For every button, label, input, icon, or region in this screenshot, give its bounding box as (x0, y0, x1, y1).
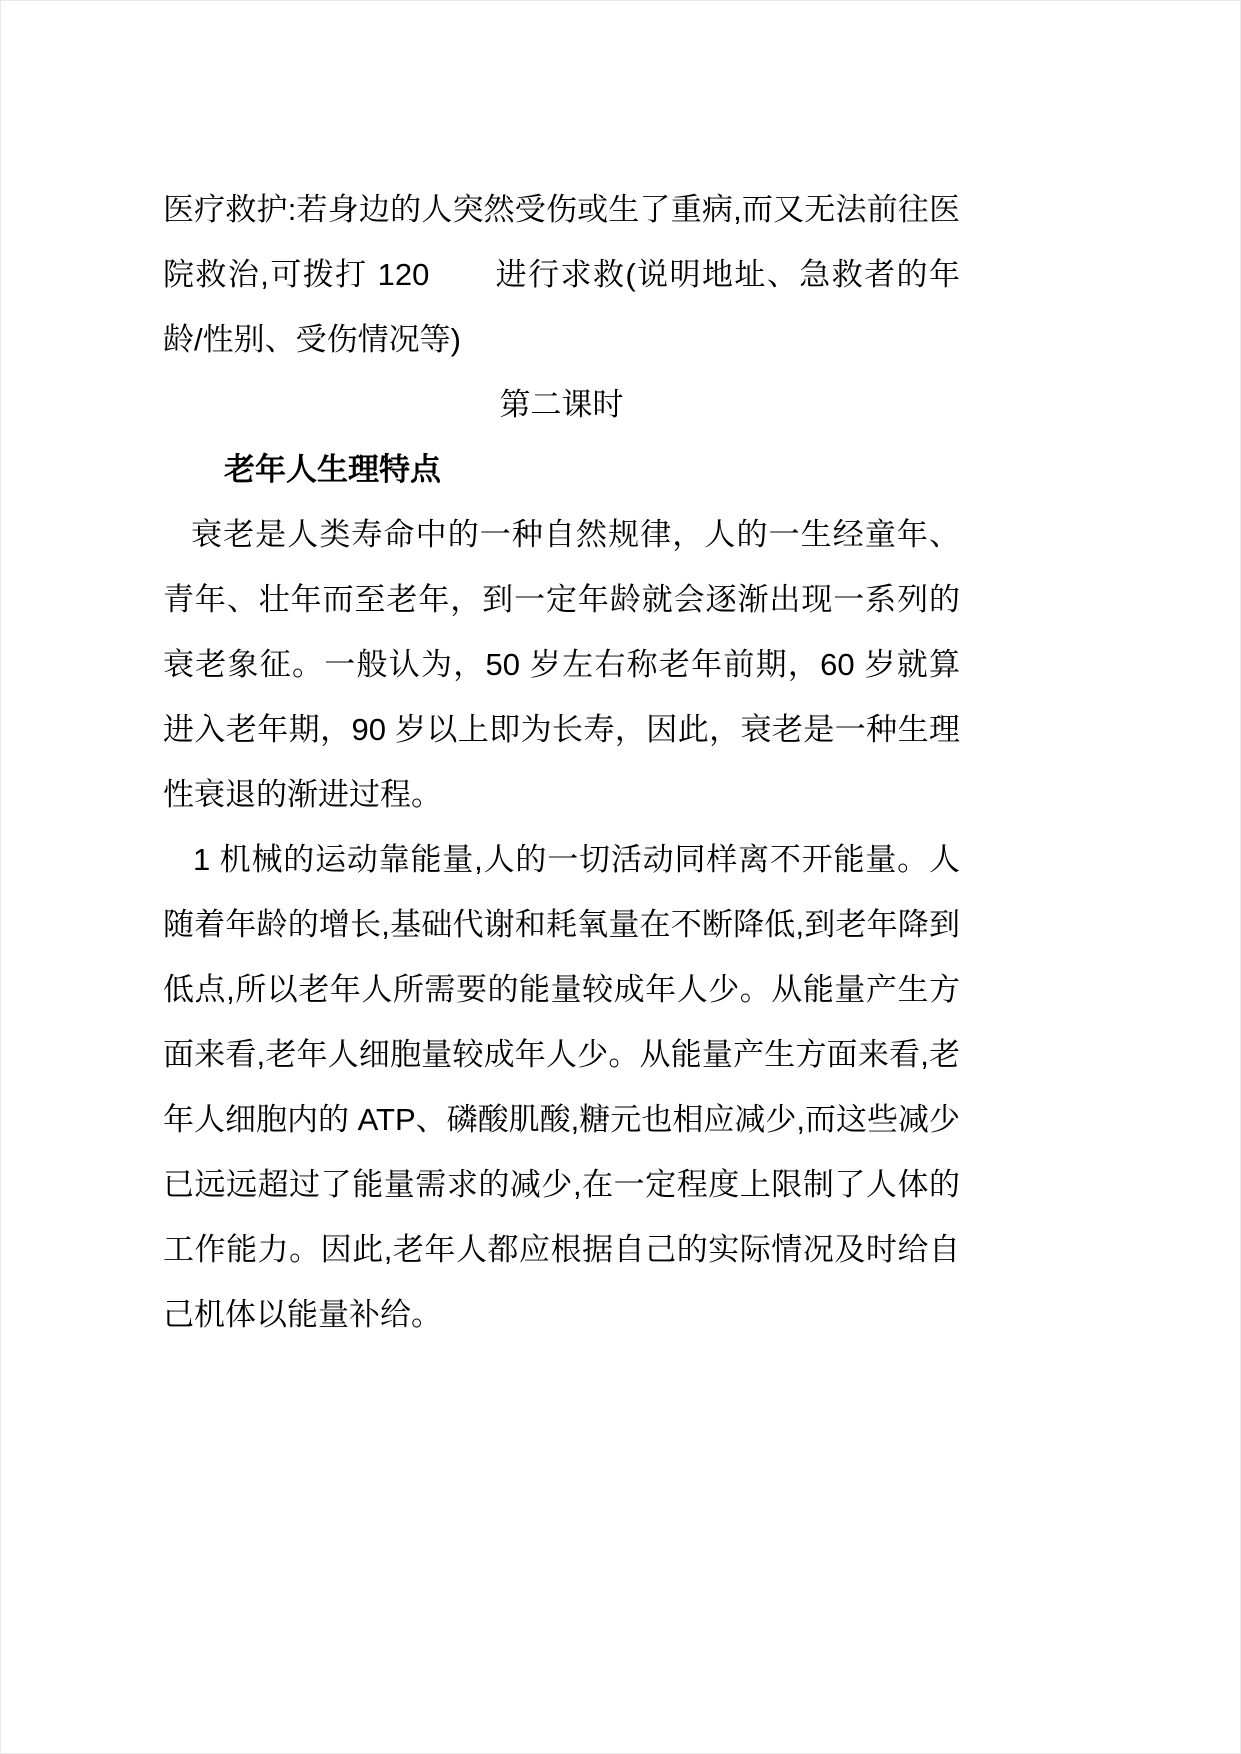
session-title: 第二课时 (499, 387, 624, 422)
intro-paragraph: 医疗救护:若身边的人突然受伤或生了重病,而又无法前往医院救治,可拨打 120 进行求救(说明地址、急救者的年龄/性别、受伤情况等) (163, 192, 960, 357)
paragraph-aging: 衰老是人类寿命中的一种自然规律，人的一生经童年、青年、壮年而至老年，到一定年龄就会逐渐出现一系列的衰老象征。一般认为，50 岁左右称老年前期，60 岁就算进入老年期，90 岁以上即为长寿，因此，衰老是一种生理性衰退的渐进过程。 (163, 517, 960, 812)
paragraph-energy: 1 机械的运动靠能量,人的一切活动同样离不开能量。人随着年龄的增长,基础代谢和耗氧量在不断降低,到老年降到低点,所以老年人所需要的能量较成年人少。从能量产生方面来看,老年人细胞量较成年人少。从能量产生方面来看,老年人细胞内的 ATP、磷酸肌酸,糖元也相应减少,而这些减少已远远超过了能量需求的减少,在一定程度上限制了人体的工作能力。因此,老年人都应根据自己的实际情况及时给自己机体以能量补给。 (163, 842, 960, 1332)
section-heading: 老年人生理特点 (224, 452, 441, 487)
